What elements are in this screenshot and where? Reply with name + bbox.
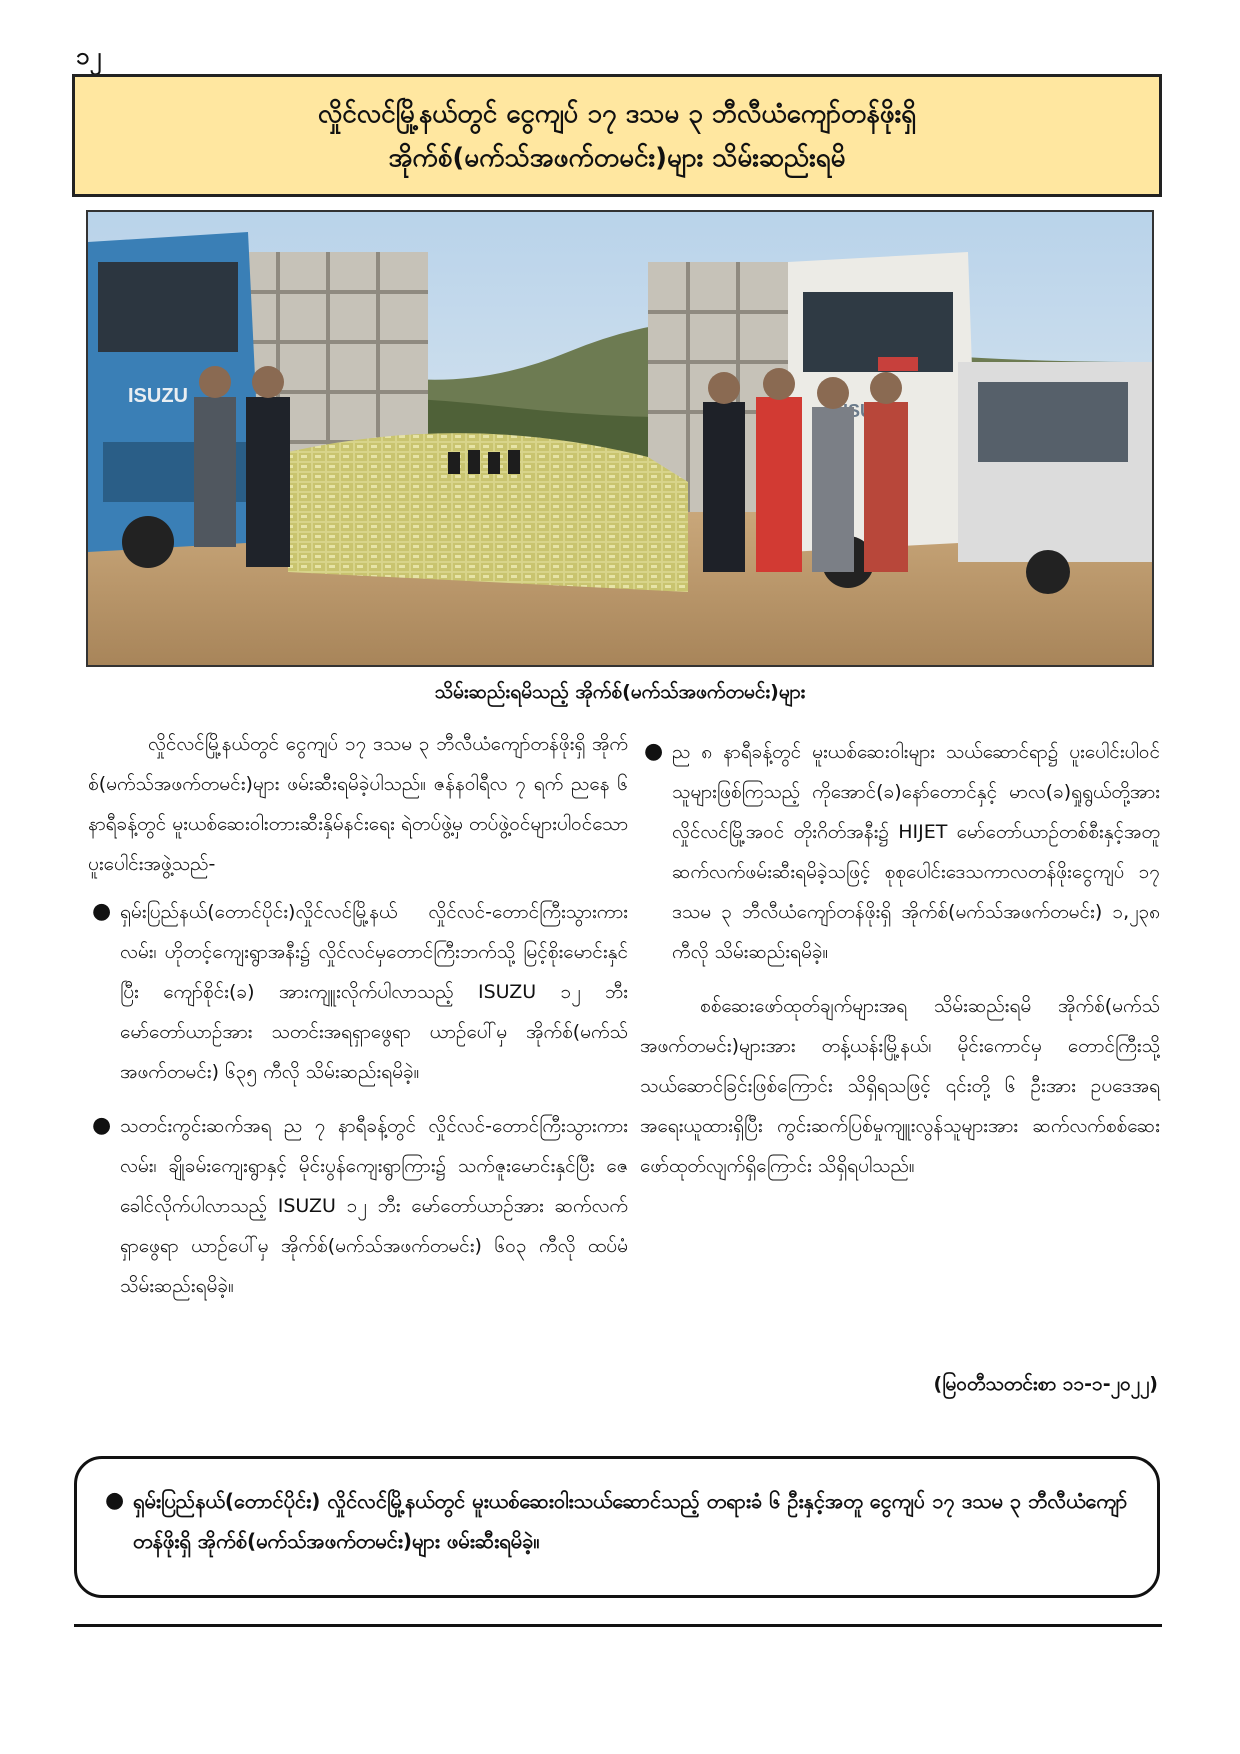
article-bullet-2-text: သတင်းကွင်းဆက်အရ ည ၇ နာရီခန့်တွင် လှိုင်လင်-တောင်ကြီးသွားကားလမ်း၊ ချိုခမ်းကျေးရွာနှင့် မိုင်းပွန်ကျေးရွာကြား၌ သက်ဇူးမောင်းနှင်ပြီး ဇေခေါင်လိုက်ပါလာသည့် ISUZU ၁၂ ဘီး မော်တော်ယာဉ်အား ဆက်လက်ရှာဖွေရာ ယာဉ်ပေါ်မှ အိုက်စ်(မက်သ်အဖက်တမင်း) ၆၀၃ ကီလို ထပ်မံသိမ်းဆည်းရမိခဲ့။ bbox=[120, 1115, 628, 1297]
page-number: ၁၂ bbox=[76, 42, 102, 70]
bullet-dot: ● bbox=[92, 899, 112, 924]
photo-caption: သိမ်းဆည်းရမိသည့် အိုက်စ်(မက်သ်အဖက်တမင်း)များ bbox=[434, 681, 806, 703]
photo-illustration bbox=[88, 212, 1152, 665]
article-right-column bbox=[640, 732, 1160, 1194]
article-bullet-1-text: ရှမ်းပြည်နယ်(တောင်ပိုင်း)လှိုင်လင်မြို့နယ် လှိုင်လင်-တောင်ကြီးသွားကားလမ်း၊ ဟိုတင့်ကျေးရွာအနီး၌ လှိုင်လင်မှတောင်ကြီးဘက်သို့ မြင့်စိုးမောင်းနှင်ပြီး ကျော်စိုင်း(ခ) အားကျူးလိုက်ပါလာသည့် ISUZU ၁၂ ဘီး မော်တော်ယာဉ်အား သတင်းအရရှာဖွေရာ ယာဉ်ပေါ်မှ အိုက်စ်(မက်သ်အဖက်တမင်း) ၆၃၅ ကီလို သိမ်းဆည်းရမိခဲ့။ bbox=[120, 901, 628, 1083]
article-left-column bbox=[88, 724, 628, 1320]
article-closing: စစ်ဆေးဖော်ထုတ်ချက်များအရ သိမ်းဆည်းရမိ အိုက်စ်(မက်သ်အဖက်တမင်း)များအား တန့်ယန်းမြို့နယ်၊ မိုင်းကောင်မှ တောင်ကြီးသို့ သယ်ဆောင်ခြင်းဖြစ်ကြောင်း သိရှိရသဖြင့် ၎င်းတို့ ၆ ဦးအား ဥပဒေအရ အရေးယူထားရှိပြီး ကွင်းဆက်ပြစ်မှုကျူးလွန်သူများအား ဆက်လက်စစ်ဆေးဖော်ထုတ်လျက်ရှိကြောင်း သိရှိရပါသည်။ bbox=[640, 995, 1160, 1177]
truck-brand-left: ISUZU bbox=[128, 385, 188, 407]
article-bullet-3-text: ည ၈ နာရီခန့်တွင် မူးယစ်ဆေးဝါးများ သယ်ဆောင်ရာ၌ ပူးပေါင်းပါဝင်သူများဖြစ်ကြသည့် ကိုအောင်(ခ)နော်တောင်နှင့် မာလ(ခ)ရှုရွယ်တို့အား လှိုင်လင်မြို့အဝင် တိုးဂိတ်အနီး၌ HIJET မော်တော်ယာဉ်တစ်စီးနှင့်အတူ ဆက်လက်ဖမ်းဆီးရမိခဲ့သဖြင့် စုစုပေါင်းဒေသကာလတန်ဖိုးငွေကျပ် ၁၇ ဒသမ ၃ ဘီလီယံကျော်တန်ဖိုးရှိ အိုက်စ်(မက်သ်အဖက်တမင်း) ၁,၂၃၈ ကီလို သိမ်းဆည်းရမိခဲ့။ bbox=[672, 741, 1160, 963]
article-bullet-1 bbox=[88, 892, 628, 1092]
headline-line-2: အိုက်စ်(မက်သ်အဖက်တမင်း)များ သိမ်းဆည်းရမိ bbox=[388, 142, 846, 173]
summary-text: ရှမ်းပြည်နယ်(တောင်ပိုင်း) လှိုင်လင်မြို့နယ်တွင် မူးယစ်ဆေးဝါးသယ်ဆောင်သည့် တရားခံ ၆ ဦးနှင့်အတူ ငွေကျပ် ၁၇ ဒသမ ၃ ဘီလီယံကျော်တန်ဖိုးရှိ အိုက်စ်(မက်သ်အဖက်တမင်း)များ ဖမ်းဆီးရမိခဲ့။ bbox=[133, 1489, 1128, 1553]
headline-line-1: လှိုင်လင်မြို့နယ်တွင် ငွေကျပ် ၁၇ ဒသမ ၃ ဘီလီယံကျော်တန်ဖိုးရှိ bbox=[317, 98, 917, 129]
article-source: (မြဝတီသတင်းစာ ၁၁-၁-၂၀၂၂) bbox=[933, 1373, 1158, 1395]
bullet-dot: ● bbox=[92, 1113, 112, 1138]
bullet-dot: ● bbox=[105, 1488, 125, 1513]
bullet-dot: ● bbox=[644, 739, 664, 764]
headline-box bbox=[72, 74, 1162, 197]
news-photo bbox=[86, 210, 1154, 667]
summary-box bbox=[74, 1456, 1160, 1598]
article-bullet-3 bbox=[640, 732, 1160, 972]
article-intro: လှိုင်လင်မြို့နယ်တွင် ငွေကျပ် ၁၇ ဒသမ ၃ ဘီလီယံကျော်တန်ဖိုးရှိ အိုက်စ်(မက်သ်အဖက်တမင်း)များ ဖမ်းဆီးရမိခဲ့ပါသည်။ ဇန်နဝါရီလ ၇ ရက် ညနေ ၆ နာရီခန့်တွင် မူးယစ်ဆေးဝါးတားဆီးနှိမ်နင်းရေး ရဲတပ်ဖွဲ့မှ တပ်ဖွဲ့ဝင်များပါဝင်သော ပူးပေါင်းအဖွဲ့သည်- bbox=[88, 733, 628, 875]
pickup-truck bbox=[958, 362, 1152, 594]
bottom-divider bbox=[74, 1624, 1162, 1627]
article-bullet-2 bbox=[88, 1106, 628, 1306]
